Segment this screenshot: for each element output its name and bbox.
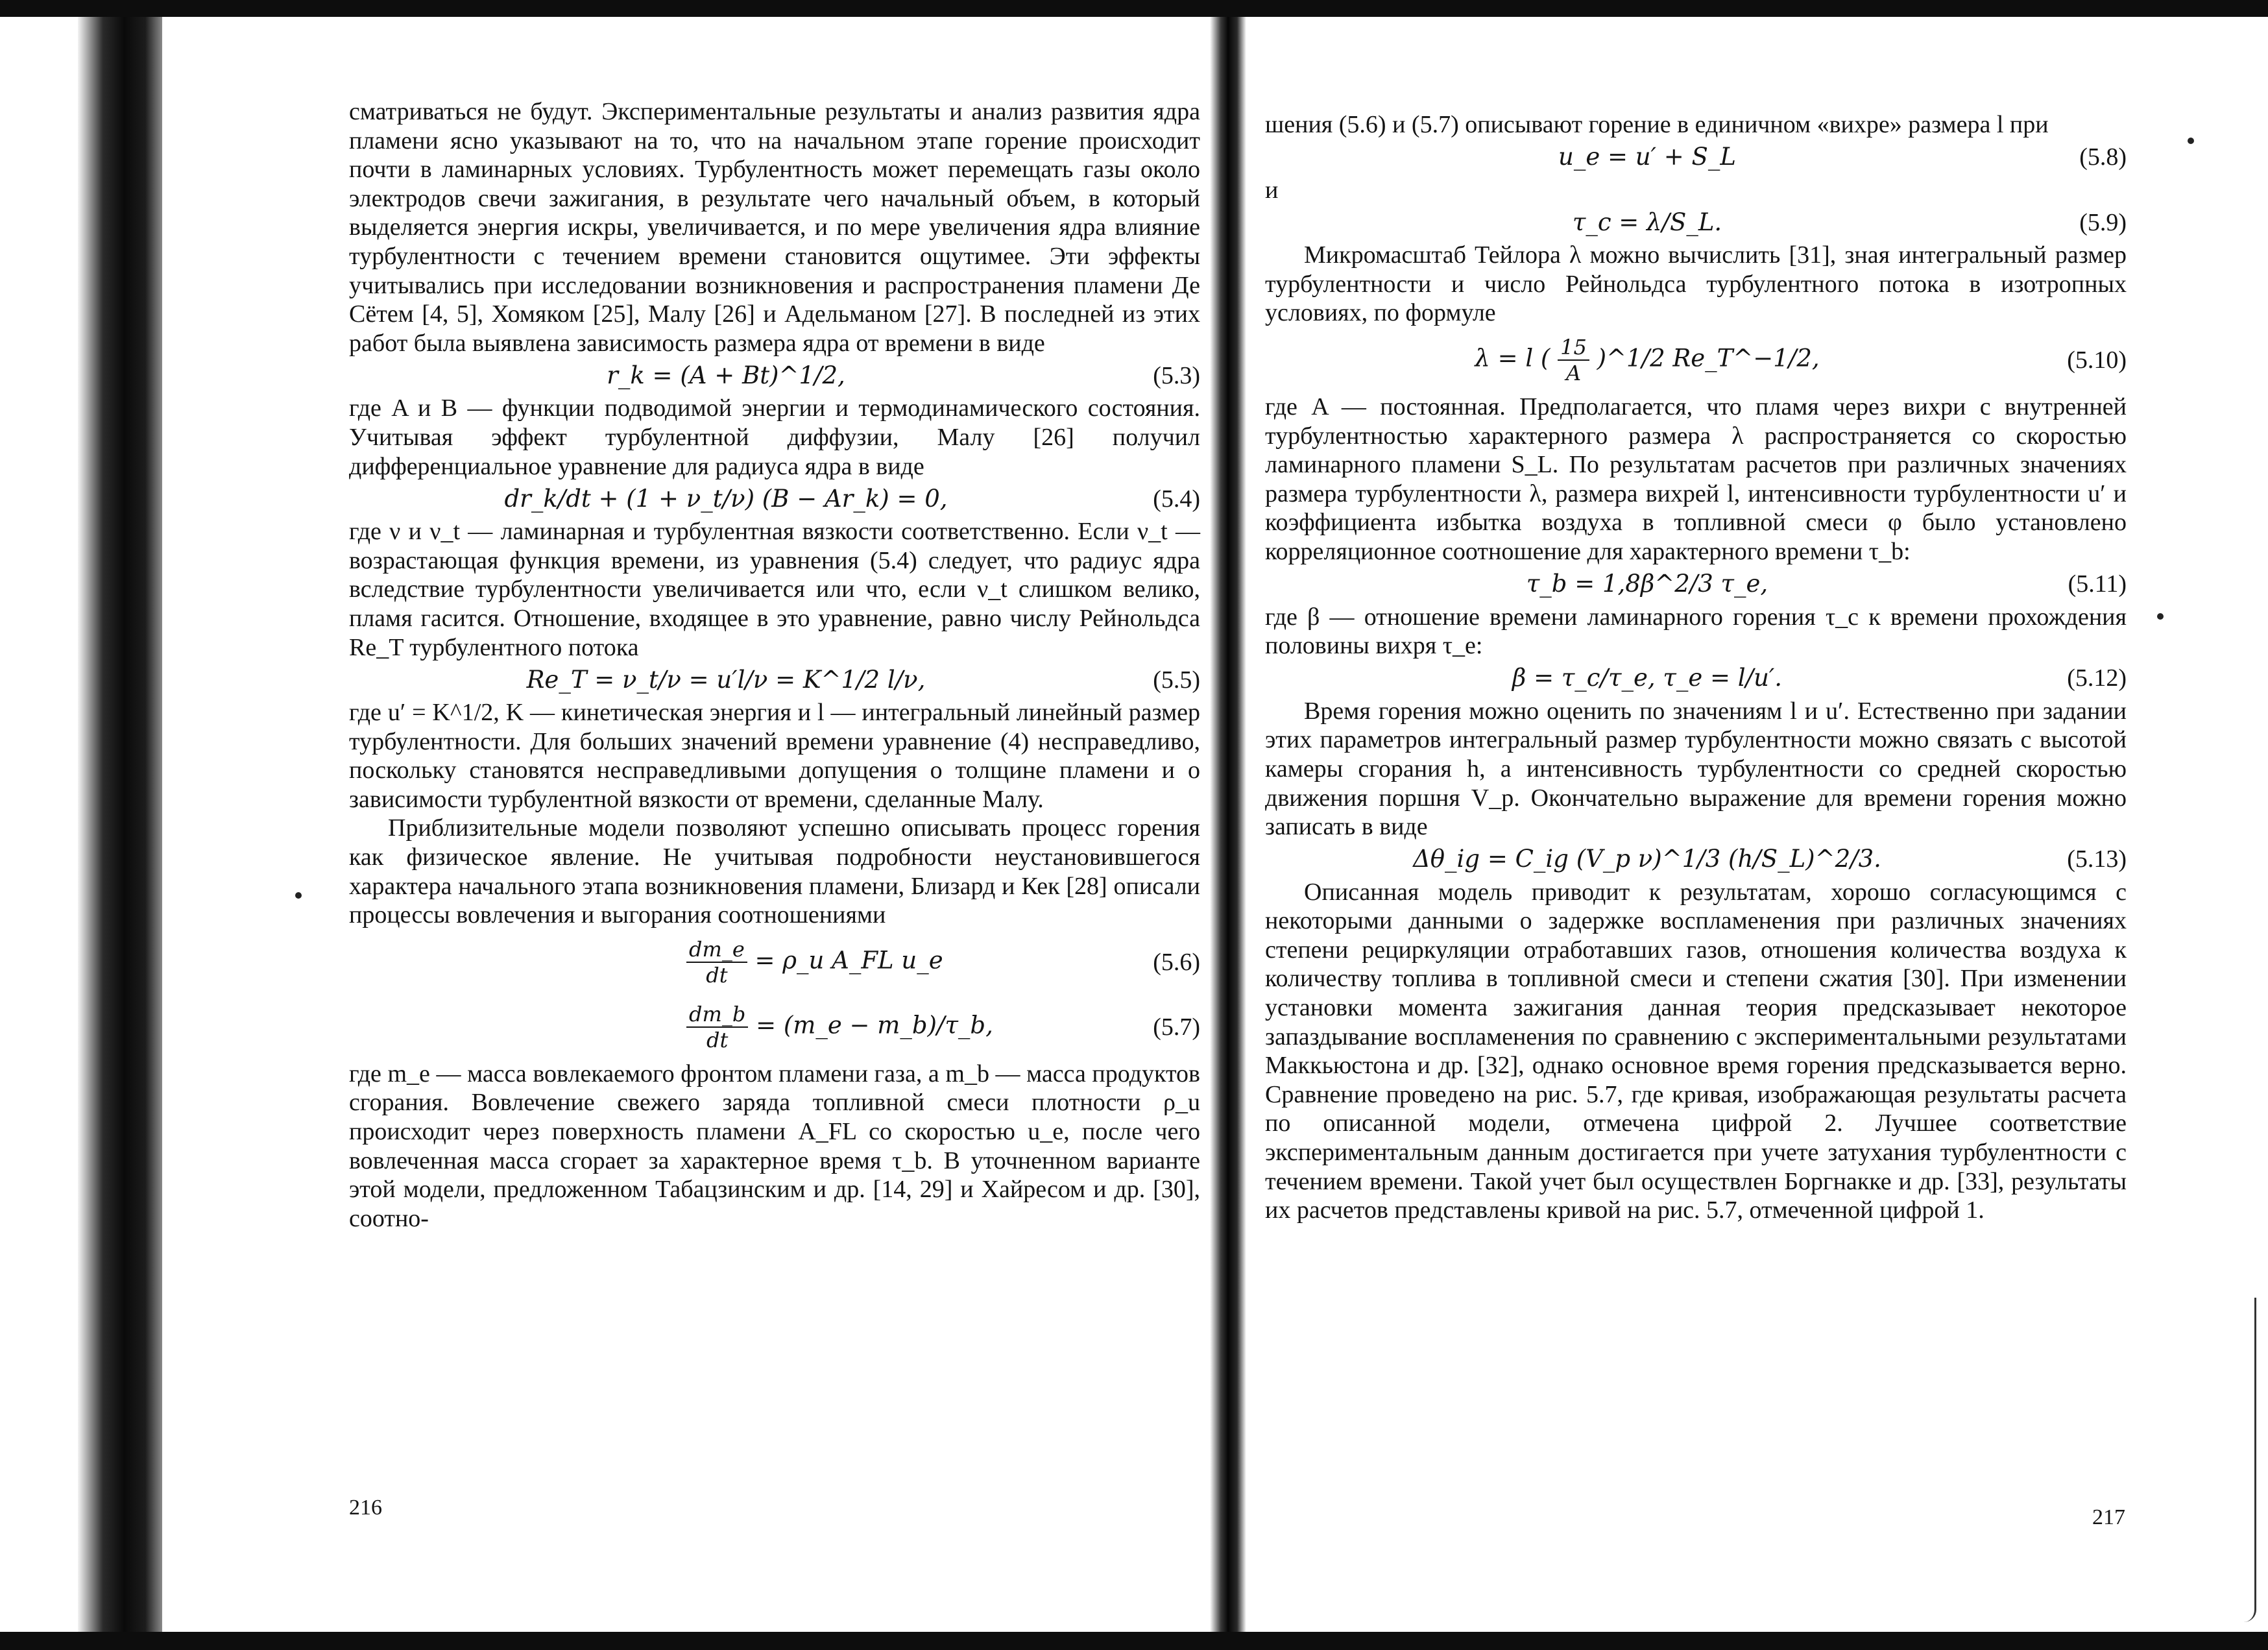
- fraction-denominator: dt: [706, 962, 728, 988]
- page-number-left: 216: [349, 1496, 382, 1520]
- paragraph: где u′ = K^1/2, K — кинетическая энергия и l — интегральный линейный размер турбулентности. Для больших значений времени уравнение (4) несправедливо, поскольку становятся несправедливыми допущения о толщине пламени и о зависимости турбулентной вязкости от времени, сделанные Малу.: [349, 699, 1200, 813]
- equation-formula: τ_c = λ/S_L.: [1572, 208, 1722, 236]
- paragraph: где β — отношение времени ламинарного горения τ_c к времени прохождения половины вихря τ_e:: [1265, 603, 2127, 660]
- equation-formula: dr_k/dt + (1 + ν_t/ν) (B − Ar_k) = 0,: [504, 484, 948, 513]
- equation-5-4: [349, 481, 1200, 517]
- fraction-numerator: 15: [1558, 335, 1589, 361]
- equation-number: (5.8): [2079, 143, 2127, 171]
- book-gutter-shadow: [1210, 17, 1246, 1632]
- equation-formula: r_k = (A + Bt)^1/2,: [607, 361, 845, 390]
- equation-5-3: [349, 358, 1200, 394]
- scan-left-edge-shadow: [78, 17, 162, 1632]
- paragraph: Приблизительные модели позволяют успешно описывать процесс горения как физическое явление. Не учитывая подробности неустановившегося характера начального этапа возникновения пламени, Близард и Кек [28] описали процессы вовлечения и выгорания соотношениями: [349, 814, 1200, 929]
- fraction: [686, 1002, 748, 1052]
- equation-formula: [349, 1002, 1103, 1052]
- equation-5-10: [1265, 328, 2127, 393]
- paragraph: где A и B — функции подводимой энергии и термодинамического состояния. Учитывая эффект турбулентной диффузии, Малу [26] получил дифференциальное уравнение для радиуса ядра в виде: [349, 394, 1200, 480]
- paragraph: Микромасштаб Тейлора λ можно вычислить [31], зная интегральный размер турбулентности и число Рейнольдса турбулентного потока в изотропных условиях, по формуле: [1265, 241, 2127, 327]
- equation-number: (5.9): [2079, 208, 2127, 236]
- equation-5-5: [349, 662, 1200, 698]
- paragraph: где ν и ν_t — ламинарная и турбулентная вязкости соответственно. Если ν_t — возрастающая функция времени, из уравнения (5.4) следует, что радиус ядра вследствие турбулентности увеличивается или что, если ν_t слишком велико, пламя гасится. Отношение, входящее в это уравнение, равно числу Рейнольдса Re_T турбулентного потока: [349, 518, 1200, 661]
- paragraph: Время горения можно оценить по значениям l и u′. Естественно при задании этих параметров интегральный размер турбулентности можно связать с высотой камеры сгорания h, а интенсивность турбулентности со средней скоростью движения поршня V_p. Окончательно выражение для времени горения можно записать в виде: [1265, 697, 2127, 841]
- equation-5-11: [1265, 566, 2127, 603]
- equation-number: (5.10): [2067, 346, 2127, 374]
- scan-top-border: [0, 0, 2268, 17]
- fraction: [1558, 335, 1589, 385]
- equation-number: (5.12): [2067, 664, 2127, 692]
- page-number-right: 217: [2092, 1505, 2125, 1529]
- equation-number: (5.3): [1153, 362, 1200, 390]
- left-page-text: [349, 97, 1200, 1233]
- scan-bottom-border: [0, 1632, 2268, 1650]
- fraction-denominator: A: [1565, 360, 1582, 385]
- equation-5-7: [349, 995, 1200, 1060]
- equation-number: (5.11): [2068, 570, 2127, 598]
- equation-rhs: = ρ_u A_FL u_e: [754, 946, 943, 975]
- equation-formula: τ_b = 1,8β^2/3 τ_e,: [1526, 570, 1768, 598]
- equation-number: (5.7): [1153, 1013, 1200, 1041]
- paragraph: шения (5.6) и (5.7) описывают горение в единичном «вихре» размера l при: [1265, 111, 2049, 138]
- equation-formula: [1265, 335, 2029, 385]
- equation-5-9: [1265, 204, 2127, 241]
- conjunction-line: и: [1265, 176, 1279, 204]
- equation-number: (5.6): [1153, 948, 1200, 976]
- scan-speck: [295, 892, 302, 899]
- right-page-text: [1265, 110, 2127, 1225]
- scan-speck: [2188, 138, 2194, 144]
- paragraph: где m_e — масса вовлекаемого фронтом пламени газа, а m_b — масса продуктов сгорания. Вовлечение свежего заряда топливной смеси плотности ρ_u происходит через поверхность пламени A_FL со скоростью u_e, после чего вовлеченная масса сгорает за характерное время τ_b. В уточненном варианте этой модели, предложенном Табацзинским и др. [14, 29] и Хайресом и др. [30], соотно-: [349, 1060, 1200, 1232]
- scan-speck: [2157, 613, 2164, 620]
- equation-number: (5.5): [1153, 666, 1200, 694]
- equation-formula: Δθ_ig = C_ig (V_p ν)^1/3 (h/S_L)^2/3.: [1413, 845, 1881, 873]
- equation-formula: Re_T = ν_t/ν = u′l/ν = K^1/2 l/ν,: [526, 665, 926, 694]
- fraction-denominator: dt: [706, 1027, 729, 1052]
- paragraph: сматриваться не будут. Экспериментальные результаты и анализ развития ядра пламени ясно указывают на то, что на начальном этапе горение происходит почти в ламинарных условиях. Турбулентность может перемещать газы около электродов свечи зажигания, в результате чего начальный объем, в который выделяется энергия искры, увеличивается, и по мере увеличения ядра влияние турбулентности с течением времени становится ощутимее. Эти эффекты учитывались при исследовании возникновения и распространения пламени Де Сётем [4, 5], Хомяком [25], Малу [26] и Адельманом [27]. В последней из этих работ была выявлена зависимость размера ядра от времени в виде: [349, 98, 1200, 357]
- equation-number: (5.4): [1153, 485, 1200, 513]
- equation-rhs: )^1/2 Re_T^−1/2,: [1597, 344, 1820, 372]
- paragraph: где A — постоянная. Предполагается, что пламя через вихри с внутренней турбулентностью характерного размера λ распространяется со скоростью ламинарного пламени S_L. По результатам расчетов при различных значениях размера турбулентности λ, размера вихрей l, интенсивности турбулентности u′ и коэффициента избытка воздуха в топливной смеси φ было установлено корреляционное соотношение для характерного времени τ_b:: [1265, 393, 2127, 565]
- equation-formula: u_e = u′ + S_L: [1558, 143, 1736, 171]
- equation-formula: [349, 937, 1103, 988]
- fraction-numerator: dm_b: [686, 1002, 748, 1028]
- equation-formula: β = τ_c/τ_e, τ_e = l/u′.: [1512, 664, 1783, 692]
- equation-number: (5.13): [2067, 845, 2127, 873]
- equation-5-12: [1265, 661, 2127, 697]
- fraction-numerator: dm_e: [686, 937, 747, 963]
- equation-5-13: [1265, 842, 2127, 878]
- paragraph: Описанная модель приводит к результатам, хорошо согласующимся с некоторыми данными о задержке воспламенения при различных значениях степени рециркуляции отработавших газов, отношения количества воздуха к количеству топлива в топливной смеси и степени сжатия [30]. При изменении установки момента зажигания данная теория предсказывает некоторое запаздывание воспламенения по сравнению с экспериментальными результатами Маккьюстона и др. [32], однако основное время горения предсказывается верно. Сравнение проведено на рис. 5.7, где кривая, изображающая результаты расчета по описанной модели, отмечена цифрой 2. Лучшее соответствие экспериментальным данным достигается при учете затухания турбулентности с течением времени. Такой учет был осуществлен Боргнакке и др. [33], результаты их расчетов представлены кривой на рис. 5.7, отмеченной цифрой 1.: [1265, 878, 2127, 1224]
- equation-5-6: [349, 930, 1200, 995]
- fraction: [686, 937, 747, 988]
- page-curl-edge: [2244, 1298, 2256, 1622]
- equation-5-8: [1265, 140, 2127, 176]
- equation-rhs: = (m_e − m_b)/τ_b,: [756, 1011, 993, 1039]
- equation-lhs: λ = l (: [1475, 344, 1550, 372]
